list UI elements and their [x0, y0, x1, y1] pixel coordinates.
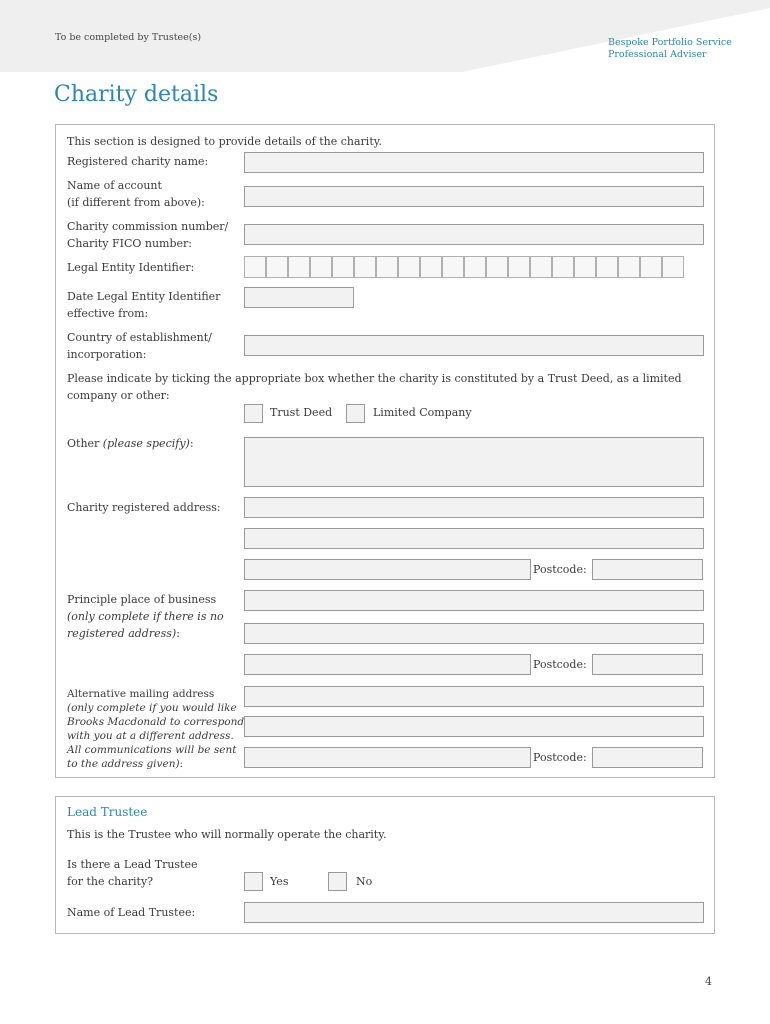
lead-trustee-question-2: for the charity?: [67, 875, 154, 888]
service-name: [608, 37, 732, 61]
lei-cell[interactable]: [332, 256, 354, 278]
business-address-line-3[interactable]: [244, 654, 531, 675]
alt-label-6-suffix: :: [179, 758, 184, 770]
lei-cell[interactable]: [552, 256, 574, 278]
postcode-label: Postcode:: [533, 751, 587, 764]
lei-date-label-2: effective from:: [67, 307, 149, 320]
alt-label-6: [67, 757, 183, 772]
no-label: No: [356, 875, 373, 888]
commission-number-field[interactable]: [244, 224, 704, 245]
constitution-text-2: company or other:: [67, 389, 170, 402]
commission-label-2: Charity FICO number:: [67, 237, 192, 250]
lei-label: Legal Entity Identifier:: [67, 261, 195, 274]
principle-label-3-text: registered address): [67, 627, 177, 640]
lei-cell[interactable]: [618, 256, 640, 278]
lead-trustee-name-label: Name of Lead Trustee:: [67, 906, 196, 919]
lei-cell[interactable]: [486, 256, 508, 278]
completion-note: To be completed by Trustee(s): [55, 32, 202, 43]
country-label-2: incorporation:: [67, 348, 147, 361]
alt-label-2: (only complete if you would like: [67, 702, 237, 714]
other-label-italic: (please specify): [102, 437, 190, 450]
service-line-2: Professional Adviser: [608, 49, 707, 60]
commission-label-1: Charity commission number/: [67, 220, 229, 233]
account-name-label-2: (if different from above):: [67, 196, 205, 209]
yes-label: Yes: [270, 875, 289, 888]
alt-label-3: Brooks Macdonald to correspond: [67, 716, 245, 728]
lead-trustee-yes-checkbox[interactable]: [244, 872, 263, 891]
registered-name-label: Registered charity name:: [67, 155, 209, 168]
lead-trustee-question-1: Is there a Lead Trustee: [67, 858, 198, 871]
lead-trustee-no-checkbox[interactable]: [328, 872, 347, 891]
lei-cell[interactable]: [288, 256, 310, 278]
business-address-line-1[interactable]: [244, 590, 704, 611]
alt-label-4: with you at a different address.: [67, 730, 234, 742]
lei-cell[interactable]: [574, 256, 596, 278]
registered-address-line-3[interactable]: [244, 559, 531, 580]
alt-label-5: All communications will be sent: [67, 744, 237, 756]
lead-trustee-title: Lead Trustee: [67, 805, 148, 819]
alt-address-line-1[interactable]: [244, 686, 704, 707]
country-label-1: Country of establishment/: [67, 331, 212, 344]
lei-cell[interactable]: [354, 256, 376, 278]
principle-label-3: [67, 625, 180, 642]
trust-deed-checkbox[interactable]: [244, 404, 263, 423]
charity-intro: This section is designed to provide details of the charity.: [67, 135, 382, 148]
business-address-line-2[interactable]: [244, 623, 704, 644]
lei-date-label-1: Date Legal Entity Identifier: [67, 290, 221, 303]
lei-cell[interactable]: [420, 256, 442, 278]
lead-trustee-intro: This is the Trustee who will normally operate the charity.: [67, 828, 387, 841]
lei-cell[interactable]: [442, 256, 464, 278]
lei-cell[interactable]: [310, 256, 332, 278]
registered-address-line-1[interactable]: [244, 497, 704, 518]
lei-cell[interactable]: [398, 256, 420, 278]
principle-label-2: (only complete if there is no: [67, 610, 224, 623]
postcode-label: Postcode:: [533, 658, 587, 671]
lei-cell[interactable]: [530, 256, 552, 278]
alt-label-1: Alternative mailing address: [67, 688, 215, 700]
lei-cell[interactable]: [464, 256, 486, 278]
page-number: 4: [705, 975, 712, 988]
other-specify-field[interactable]: [244, 437, 704, 487]
limited-company-label: Limited Company: [373, 406, 472, 419]
account-name-label-1: Name of account: [67, 179, 162, 192]
registered-name-field[interactable]: [244, 152, 704, 173]
lei-cell[interactable]: [596, 256, 618, 278]
lead-trustee-name-field[interactable]: [244, 902, 704, 923]
lei-cell[interactable]: [508, 256, 530, 278]
other-label-prefix: Other: [67, 437, 103, 450]
other-label-suffix: :: [189, 437, 194, 450]
lei-cell[interactable]: [266, 256, 288, 278]
constitution-text-1: Please indicate by ticking the appropriate box whether the charity is constituted by a Trust Deed, as a limited: [67, 372, 682, 385]
business-postcode-field[interactable]: [592, 654, 703, 675]
other-label: [67, 435, 194, 452]
lei-date-field[interactable]: [244, 287, 354, 308]
lei-cell[interactable]: [640, 256, 662, 278]
registered-address-label: Charity registered address:: [67, 501, 221, 514]
lei-cell[interactable]: [376, 256, 398, 278]
registered-postcode-field[interactable]: [592, 559, 703, 580]
lei-cell[interactable]: [244, 256, 266, 278]
alt-address-line-2[interactable]: [244, 716, 704, 737]
service-line-1: Bespoke Portfolio Service: [608, 37, 732, 48]
account-name-field[interactable]: [244, 186, 704, 207]
principle-label-3-suffix: :: [176, 627, 180, 640]
trust-deed-label: Trust Deed: [270, 406, 333, 419]
registered-address-line-2[interactable]: [244, 528, 704, 549]
postcode-label: Postcode:: [533, 563, 587, 576]
lei-cell[interactable]: [662, 256, 684, 278]
alt-address-line-3[interactable]: [244, 747, 531, 768]
principle-label-1: Principle place of business: [67, 593, 217, 606]
page-title: Charity details: [54, 82, 219, 107]
alt-label-6-text: to the address given): [67, 758, 180, 770]
country-field[interactable]: [244, 335, 704, 356]
limited-company-checkbox[interactable]: [346, 404, 365, 423]
alt-postcode-field[interactable]: [592, 747, 703, 768]
